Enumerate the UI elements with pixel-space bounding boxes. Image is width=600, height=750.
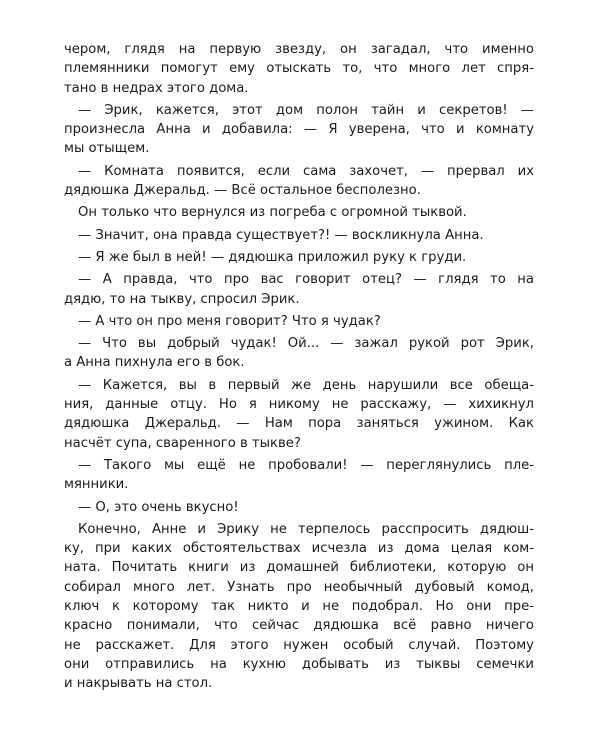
paragraph	[64, 498, 534, 517]
text-line: Он только что вернулся из погреба с огромной тыквой.	[78, 205, 467, 221]
text-line: красно понимали, что сейчас дядюшка всё равно ничего	[64, 618, 534, 634]
text-line: а Анна пихнула его в бок.	[64, 355, 245, 371]
text-line: тано в недрах этого дома.	[64, 80, 249, 96]
text-line: собирал много лет. Узнать про необычный дубовый комод,	[64, 579, 534, 595]
paragraph	[64, 40, 534, 98]
text-line: — Значит, она правда существует?! — воскликнула Анна.	[78, 227, 484, 243]
paragraph	[64, 162, 534, 201]
text-line: — Что вы добрый чудак! Ой... — зажал рукой рот Эрик,	[78, 336, 534, 352]
paragraph	[64, 226, 534, 245]
text-line: — А что он про меня говорит? Что я чудак?	[78, 313, 381, 329]
text-line: — О, это очень вкусно!	[78, 499, 239, 515]
text-line: насчёт супа, сваренного в тыкве?	[64, 435, 301, 451]
paragraph	[64, 334, 534, 373]
text-line: — Я же был в ней! — дядюшка приложил руку к груди.	[78, 249, 467, 265]
paragraph	[64, 248, 534, 267]
paragraph	[64, 520, 534, 694]
text-line: дядюшка Джеральд. — Всё остальное бесполезно.	[64, 183, 421, 199]
text-line: не расскажет. Для этого нужен особый случай. Поэтому	[64, 637, 534, 653]
text-line: ключ к которому так никто и не подобрал. Но они пре-	[64, 599, 534, 615]
text-line: и накрывать на стол.	[64, 676, 213, 692]
text-line: — Такого мы ещё не пробовали! — переглянулись пле-	[78, 457, 534, 473]
paragraph	[64, 312, 534, 331]
paragraph	[64, 376, 534, 453]
paragraph	[64, 270, 534, 309]
text-line: — Кажется, вы в первый же день нарушили все обеща-	[78, 377, 534, 393]
text-line: — Эрик, кажется, этот дом полон тайн и секретов! —	[78, 102, 534, 118]
text-line: произнесла Анна и добавила: — Я уверена, что и комнату	[64, 122, 534, 138]
text-line: ната. Почитать книги из домашней библиотеки, которую он	[64, 560, 534, 576]
text-line: мянники.	[64, 477, 129, 493]
text-line: — А правда, что про вас говорит отец? — глядя то на	[78, 272, 534, 288]
text-line: дядю, то на тыкву, спросил Эрик.	[64, 291, 300, 307]
text-line: племянники помогут ему отыскать то, что много лет спря-	[64, 61, 534, 77]
paragraph	[64, 101, 534, 159]
text-line: мы отыщем.	[64, 141, 150, 157]
text-line: — Комната появится, если сама захочет, — прервал их	[78, 163, 534, 179]
text-line: ку, при каких обстоятельствах исчезла из дома целая ком-	[64, 541, 534, 557]
page-text	[64, 40, 534, 694]
text-line: ния, данные отцу. Но я никому не расскажу, — хихикнул	[64, 397, 534, 413]
paragraph	[64, 456, 534, 495]
paragraph	[64, 203, 534, 222]
text-line: они отправились на кухню добывать из тыквы семечки	[64, 656, 534, 672]
text-line: Конечно, Анне и Эрику не терпелось расспросить дядюш-	[78, 521, 534, 537]
text-line: чером, глядя на первую звезду, он загадал, что именно	[64, 42, 534, 57]
text-line: дядюшка Джеральд. — Нам пора заняться ужином. Как	[64, 416, 534, 432]
